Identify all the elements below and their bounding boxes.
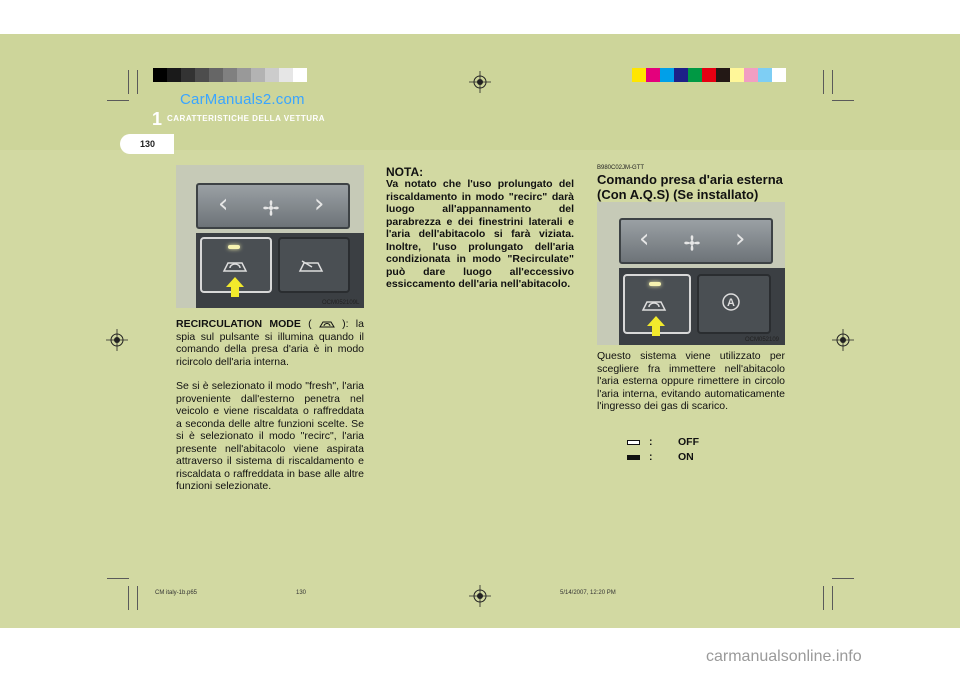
pointer-arrow-stem: [231, 287, 239, 297]
aqs-auto-icon: [721, 292, 741, 312]
crop-mark: [832, 578, 854, 579]
footer-date: 5/14/2007, 12:20 PM: [560, 590, 616, 596]
crop-mark: [832, 70, 833, 94]
chevron-right-icon: ›: [735, 224, 746, 254]
crop-mark: [823, 70, 824, 94]
recirculation-icon: [222, 257, 248, 273]
grayscale-swatch: [237, 68, 251, 82]
registration-mark-icon: [106, 329, 128, 351]
indicator-on-icon: [627, 455, 640, 460]
process-swatch: [730, 68, 744, 82]
fresh-air-icon: [298, 257, 324, 273]
chapter-title: CARATTERISTICHE DELLA VETTURA: [167, 114, 326, 123]
chapter-number: 1: [152, 109, 163, 129]
process-swatch: [632, 68, 646, 82]
process-color-bar: [632, 68, 786, 82]
indicator-led: [649, 282, 661, 286]
legend-on-label: ON: [678, 451, 694, 463]
aqs-description-paragraph: Questo sistema viene utilizzato per scegliere fra immettere nell'abitacolo l'aria esterna oppure rimettere in circolo l'aria interna, evitando automaticamente l'ingresso dei gas di scarico.: [597, 350, 785, 412]
recirculation-mode-text: ): la spia sul pulsante si illumina quando il comando della presa d'aria è in modo ricircolo dell'aria interna.: [176, 318, 364, 368]
grayscale-color-bar: [153, 68, 307, 82]
process-swatch: [660, 68, 674, 82]
recirculation-mode-label: RECIRCULATION MODE: [176, 318, 301, 330]
recirculation-inline-icon: [319, 319, 335, 328]
crop-mark: [137, 70, 138, 94]
pointer-arrow-icon: [226, 277, 244, 287]
grayscale-swatch: [181, 68, 195, 82]
photo-caption-left: OCM052109L: [322, 300, 360, 306]
process-swatch: [688, 68, 702, 82]
svg-text:A: A: [727, 297, 735, 309]
indicator-led: [228, 245, 240, 249]
grayscale-swatch: [293, 68, 307, 82]
pointer-arrow-stem: [652, 326, 660, 336]
chevron-left-icon: ‹: [639, 224, 650, 254]
process-swatch: [702, 68, 716, 82]
recirculation-icon: [641, 296, 667, 312]
process-swatch: [646, 68, 660, 82]
crop-mark: [832, 586, 833, 610]
process-swatch: [744, 68, 758, 82]
crop-mark: [107, 100, 129, 101]
grayscale-swatch: [167, 68, 181, 82]
fresh-recirc-paragraph: Se si è selezionato il modo "fresh", l'aria proveniente dall'esterno penetra nel veicolo e viene riscaldata o raffreddata a seconda delle altre funzioni scelte. Se si è selezionato il modo "recirc", l'aria presente nell'abitacolo viene aspirata attraverso il sistema di riscaldamento e riscaldata o raffreddata in base alle altre funzioni selezionate.: [176, 380, 364, 492]
process-swatch: [758, 68, 772, 82]
grayscale-swatch: [153, 68, 167, 82]
note-title: NOTA:: [386, 165, 424, 179]
photo-caption-right: OCM052109: [745, 337, 780, 343]
footer-page: 130: [296, 590, 307, 596]
note-body: Va notato che l'uso prolungato del riscaldamento in modo "recirc" darà luogo all'appannamento del parabrezza e dei finestrini laterali e l'aria dell'abitacolo si farà viziata. Inoltre, l'uso prolungato dell'aria condizionata in modo "Recirculate" può dare luogo all'eccessivo essiccamento dell'aria nell'abitacolo.: [386, 178, 574, 290]
grayscale-swatch: [279, 68, 293, 82]
process-swatch: [772, 68, 786, 82]
legend-off-separator: :: [649, 436, 653, 448]
aqs-control-photo: [597, 202, 785, 345]
watermark-top[interactable]: CarManuals2.com: [180, 91, 305, 108]
process-swatch: [674, 68, 688, 82]
footer-file-name: CM italy-1b.p65: [155, 590, 198, 596]
registration-mark-icon: [469, 585, 491, 607]
registration-mark-icon: [469, 71, 491, 93]
section-code: B980C02JM-GTT: [597, 165, 645, 171]
crop-mark: [137, 586, 138, 610]
registration-mark-icon: [832, 329, 854, 351]
recirculation-control-photo: [176, 165, 364, 308]
crop-mark: [832, 100, 854, 101]
crop-mark: [823, 586, 824, 610]
crop-mark: [128, 70, 129, 94]
process-swatch: [716, 68, 730, 82]
grayscale-swatch: [251, 68, 265, 82]
paren-open: (: [308, 318, 312, 330]
recirculation-mode-paragraph: [176, 318, 364, 368]
crop-mark: [107, 578, 129, 579]
legend-off-label: OFF: [678, 436, 699, 448]
fan-icon: [681, 232, 703, 254]
chevron-left-icon: ‹: [218, 189, 229, 219]
grayscale-swatch: [209, 68, 223, 82]
grayscale-swatch: [195, 68, 209, 82]
indicator-off-icon: [627, 440, 640, 445]
grayscale-swatch: [265, 68, 279, 82]
legend-on-separator: :: [649, 451, 653, 463]
page-number: 130: [140, 139, 156, 149]
chevron-right-icon: ›: [314, 189, 325, 219]
watermark-bottom[interactable]: carmanualsonline.info: [706, 648, 862, 665]
section-title: Comando presa d'aria esterna (Con A.Q.S) (Se installato): [597, 172, 783, 202]
grayscale-swatch: [223, 68, 237, 82]
crop-mark: [128, 586, 129, 610]
pointer-arrow-icon: [647, 316, 665, 326]
fan-icon: [260, 197, 282, 219]
